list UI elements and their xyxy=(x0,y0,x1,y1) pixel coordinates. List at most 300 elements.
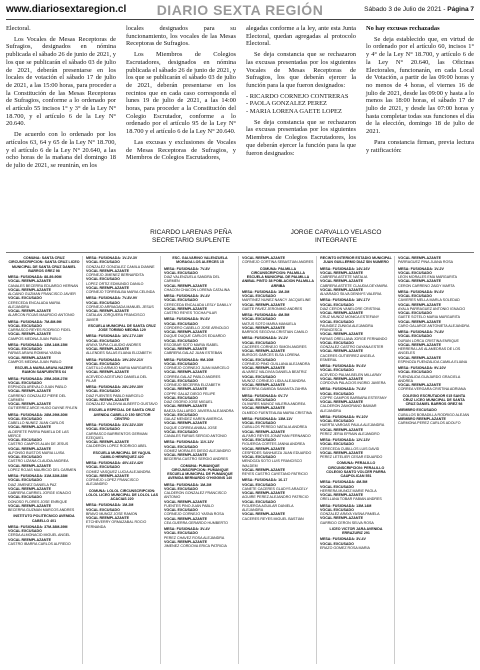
location-heading xyxy=(242,267,314,288)
person-name: CARMONA PEREZ CARLOS ADOLFO xyxy=(398,421,461,425)
person-name: BARRIOS SEGOVIA CRISTIAN CAMILO xyxy=(242,330,308,334)
role-label: VOCAL EXCUSADO xyxy=(164,361,198,366)
role-label: VOCAL EXCUSADO xyxy=(164,321,198,326)
location-heading xyxy=(320,461,392,478)
person-name: GUTIERREZ ARCE HUGO DAYNE RYLEN xyxy=(8,406,78,411)
person-name: GALAZ MENDEZ KAREN AMERICA xyxy=(164,417,223,421)
role-label: VOCAL REEMPLAZANTE xyxy=(320,349,364,354)
role-label: VOCAL EXCUSADO xyxy=(86,260,120,265)
role-label: VOCAL REEMPLAZANTE xyxy=(8,389,52,394)
paragraph: Electoral. xyxy=(6,25,31,32)
person-name: ALFARO REYES JONATHAN FERNANDO xyxy=(242,433,311,438)
mesa-block xyxy=(320,267,392,297)
role-label: VOCAL REEMPLAZANTE xyxy=(8,486,52,491)
role-label: VOCAL EXCUSADO xyxy=(242,340,276,345)
person-name: ESPINOZA FUENZALIDA CAMILA ELIANA xyxy=(398,359,468,364)
person-name: CORDOVA PALACIOS INGRID JAVIERA xyxy=(320,381,386,385)
role-label: VOCAL REEMPLAZANTE xyxy=(86,268,130,273)
signature-role: INTEGRANTE xyxy=(315,237,357,244)
mesa-title: MESA: FUSIONADA: 3V-4V xyxy=(164,527,210,531)
role-label: VOCAL REEMPLAZANTE xyxy=(242,302,286,307)
role-label: VOCAL EXCUSADO xyxy=(8,323,42,328)
person-name: ALARCON ROJAS MAURICIO ANTONIO xyxy=(8,313,75,318)
role-label: VOCAL REEMPLAZANTE xyxy=(320,400,364,404)
role-label: VOCAL REEMPLAZANTE xyxy=(320,450,364,455)
role-label: VOCAL REEMPLAZANTE xyxy=(8,287,52,292)
role-label: VOCAL EXCUSADO xyxy=(320,319,354,324)
mesa-block xyxy=(86,503,158,529)
mesa-block xyxy=(8,377,80,411)
role-label: VOCAL EXCUSADO xyxy=(164,338,198,343)
role-label: VOCAL REEMPLAZANTE xyxy=(320,279,364,284)
role-label: VOCAL EXCUSADO xyxy=(8,296,42,301)
person-name: REYES CASTRO CAYETANO PATRICIO xyxy=(242,472,308,476)
role-label: VOCAL EXCUSADO xyxy=(86,277,120,282)
paragraph: No hay excusas rechazadas xyxy=(366,25,440,32)
mesa-title: MESA: FUSIONADA: 14V-16V xyxy=(320,266,370,271)
mesa-title: MESA: FUSIONADA: 25M-26M-27M xyxy=(8,376,68,381)
role-label: VOCAL REEMPLAZANTE xyxy=(164,499,208,504)
person-name: CARO GALARCE ANTONIETA ALEJANDRA xyxy=(398,323,470,328)
person-name: ESPINOZA AREVALO JUAN PABLO xyxy=(8,385,67,389)
mesa-title: MESA: FUSIONADA: 4M-5M xyxy=(242,313,290,317)
mesa-block xyxy=(86,461,158,487)
mesa-title: MESA: FUSIONADA: 13M-14M xyxy=(320,503,372,508)
person-name: CABRERA ASTETE CLAUDIA DEYANIRA xyxy=(320,283,388,288)
person-name: GOMEZ MORALES DIEGO ALEJANDRO xyxy=(164,448,231,453)
mesa-title: MESA: FUSIONADA: 1M-2M xyxy=(242,289,290,294)
role-label: VOCAL REEMPLAZANTE xyxy=(242,383,286,387)
role-label: VOCAL EXCUSADO xyxy=(8,380,42,385)
mesa-title: MESA: FUSIONADA: 1M-2M xyxy=(86,503,134,508)
mesa-block xyxy=(8,474,80,512)
role-label: VOCAL REEMPLAZANTE xyxy=(8,463,52,468)
role-label: VOCAL REEMPLAZANTE xyxy=(164,283,208,288)
person-name: CABRERA CARRIEL JORGE IGNACIO xyxy=(8,491,72,495)
role-label: VOCAL REEMPLAZANTE xyxy=(398,383,442,387)
person-name: FIGUEROA CORTES JANNA ANDREA xyxy=(242,442,305,447)
person-name: CERECEDA ENCALADA LESLY DANILLY xyxy=(164,302,232,307)
mesa-title: MESA: FUSIONADA: 11V-12V xyxy=(164,440,214,445)
role-label: VOCAL REEMPLAZANTE xyxy=(242,446,286,451)
person-name: DIAZ JIMENEZ DANIELA PAZ xyxy=(8,482,57,487)
vocales-listing xyxy=(6,252,474,667)
role-label: VOCAL REEMPLAZANTE xyxy=(320,311,364,315)
location-title: ESC. GALVARINO VALENZUELA MORAGA LOS ALERCES 15 xyxy=(172,256,228,265)
mesa-block xyxy=(8,343,80,364)
role-label: VOCAL EXCUSADO xyxy=(8,478,42,483)
text-column-2 xyxy=(126,25,236,165)
person-name: FUENZALIDA GUAJARDO GRACIELA ANDREA xyxy=(398,374,461,383)
role-label: VOCAL REEMPLAZANTE xyxy=(164,387,208,392)
mesa-block xyxy=(320,298,392,362)
signature-secretary xyxy=(116,229,266,245)
role-label: VOCAL EXCUSADO xyxy=(86,507,120,512)
listing-column xyxy=(398,256,470,427)
mesa-block xyxy=(164,527,236,548)
role-label: VOCAL REEMPLAZANTE xyxy=(164,404,208,409)
role-label: VOCAL EXCUSADO xyxy=(164,298,198,303)
person-name: MARTINEZ NUNEZ NANCY JACQUELINE xyxy=(242,298,311,303)
role-label: VOCAL EXCUSADO xyxy=(320,419,354,423)
mesa-block xyxy=(242,478,314,521)
person-name: AGUIRE PEREZ ALEJANDRO PATRICIO xyxy=(242,495,309,500)
role-label: VOCAL REEMPLAZANTE xyxy=(164,516,208,521)
person-name: CASTILLO ARMIJO MARIA MARGARITA xyxy=(86,366,153,370)
mesa-block xyxy=(242,394,314,415)
mesa-title: MESA: FUSIONADA: 16-17 xyxy=(242,478,288,483)
text-column-4 xyxy=(366,25,474,157)
person-name: HUERTA VARGAS PAULA ALEJANDRA xyxy=(320,423,385,428)
column-divider xyxy=(82,256,83,664)
location-heading xyxy=(86,324,158,333)
mesa-title: MESA: FUSIONADA: 88-89-90M xyxy=(8,275,62,279)
signature-role: SECRETARIO SUPLENTE xyxy=(152,237,230,244)
person-name: LOPEZ ORTIZ EDMUNDO DANILO xyxy=(86,281,144,286)
person-name: ORELLANA TOBAR FABIAN ANDRES xyxy=(320,497,382,502)
person-name: COPPE CAMPOS BARBARA ESTEFANY xyxy=(320,395,387,400)
role-label: VOCAL EXCUSADO xyxy=(242,374,276,379)
location-title: ESCUELA MUNICIPAL DE SANTA CRUZ JOSE TORIBIO MEDINA 129 xyxy=(88,323,156,332)
role-label: VOCAL REEMPLAZANTE xyxy=(398,279,442,284)
person-name: CHACON CHACON LORENA CATALINA xyxy=(164,287,230,292)
mesa-title: MESA: FUSIONADA: 5V-6V xyxy=(398,289,444,294)
person-name: OLMEDO FUENTEALBA MARIA CRISTINA xyxy=(242,410,312,415)
role-label: VOCAL REEMPLAZANTE xyxy=(320,427,364,432)
person-name: BRAVO MUNOZ JOSE RAMON xyxy=(86,511,138,516)
mesa-title: MESA: FUSIONADA: 7V-8V xyxy=(164,266,210,271)
person-name: CAMPOS MEDINA JUAN PABLO xyxy=(8,336,62,341)
role-label: VOCAL REEMPLAZANTE xyxy=(8,503,52,508)
column-divider xyxy=(316,256,317,664)
mesa-title: MESA: FUSIONADA: 3V-4V xyxy=(320,537,366,542)
signature-name: JORGE CARVALLO VELASCO xyxy=(290,229,382,236)
mesa-title: MESA: FUSIONADA: 9V-10V xyxy=(320,414,368,419)
person-name: DIAZ OSORIO JOSE MIGUEL xyxy=(164,400,213,404)
role-label: VOCAL EXCUSADO xyxy=(86,338,120,343)
person-name: CACERES CORNEJO SIMON ANDRES xyxy=(242,344,307,349)
person-name: CABRERA GALAZ JUAN ESTEBAN xyxy=(164,351,223,356)
mesa-title: MESA: FUSIONADA: 28V-29V-30V xyxy=(86,385,144,389)
signature-block xyxy=(6,229,474,249)
role-label: VOCAL REEMPLAZANTE xyxy=(320,516,364,521)
role-label: VOCAL EXCUSADO xyxy=(242,499,276,504)
mesa-title: MESA: FUSIONADA: 28M-29M-30M xyxy=(8,412,68,417)
person-name: CERDA ALMONACID MIGUEL ANGEL xyxy=(8,533,71,538)
mesa-block xyxy=(164,294,236,315)
paragraph: Se deja establecido que, en virtud de lo ordenado por el artículo 60, incisos 1° y 4° de la Ley N° 18.700, y artículo 6 de la Ley N° 20.640, las Oficinas Electorales, funcionarán, en cada Local de Votación, a partir de las 09:00 horas y no menos de 4 horas, el viernes 16 de julio de 2021, desde las 09:00 y hasta a lo menos las 18:00 horas, el sábado 17 de julio de 2021, y desde las 07:00 horas y hasta completar todas sus funciones el día de la elección, domingo 18 de julio de 2021. xyxy=(366,35,474,136)
role-label: VOCAL REEMPLAZANTE xyxy=(164,370,208,375)
person-name: CARRASCO REYES RODRIGO FIDEL xyxy=(8,328,71,332)
role-label: VOCAL REEMPLAZANTE xyxy=(164,330,208,334)
mesa-block xyxy=(242,290,314,311)
person-name: CASTRO REYES TOCHA PILAR xyxy=(164,311,217,315)
location-heading xyxy=(320,527,392,536)
role-label: VOCAL EXCUSADO xyxy=(320,541,354,546)
person-name: BAEZA GALLARDO JAVIERA ALEJANDRA xyxy=(164,408,234,413)
role-label: VOCAL EXCUSADO xyxy=(242,317,276,322)
person-name: GOMEZ VASQUEZ LUCIA ALEJANDRA xyxy=(86,469,151,474)
text-column-1 xyxy=(6,25,116,173)
person-name: BECERRA GAMBOA SAMANTA ZAHRA xyxy=(242,387,307,392)
location-title: ESCUELA MUNICIPAL DE YAQUIL CAMILO HENRIQUEZ 420 xyxy=(93,450,151,459)
role-label: VOCAL REEMPLAZANTE xyxy=(86,397,130,402)
site-url[interactable]: www.diariosextaregion.cl xyxy=(6,4,127,15)
role-label: VOCAL EXCUSADO xyxy=(8,495,42,500)
person-name: CORNEJO CORNEJO JUAN MARCELO xyxy=(164,366,230,370)
mesa-title: MESA: FUSIONADA: 7V-8V xyxy=(398,330,444,334)
role-label: VOCAL EXCUSADO xyxy=(398,334,432,339)
role-label: VOCAL EXCUSADO xyxy=(164,486,198,491)
page-number: Página 7 xyxy=(447,6,474,13)
person-name: CALDERON ZAMORANO BAIMAR ALEJANDRA xyxy=(320,404,377,413)
role-label: VOCAL REEMPLAZANTE xyxy=(8,425,52,430)
role-label: VOCAL REEMPLAZANTE xyxy=(398,355,442,360)
person-name: GAETE PAVEZ JERONIMO ANDRES xyxy=(242,306,303,311)
page-header xyxy=(6,3,474,20)
listing-column xyxy=(8,256,80,548)
person-name: DONOSO FLORES JOSE ENRIQUE xyxy=(8,499,68,504)
mesa-title: MESA: FUSIONADA: 1V-2V xyxy=(242,336,288,341)
mesa-title: MESA: FUSIONADA: 18V-17V xyxy=(320,298,370,303)
person-name: ERAZO GOMEZ ROSA MARIA xyxy=(320,545,370,550)
mesa-block xyxy=(320,438,392,459)
mesa-block xyxy=(320,504,392,525)
role-label: VOCAL REEMPLAZANTE xyxy=(164,347,208,351)
person-name: COPPE GALAZ DIEGO FELIPE xyxy=(164,391,216,396)
role-label: VOCAL REEMPLAZANTE xyxy=(320,332,364,337)
person-name: CUBILLOS BOBADILLA RODRIGO ALEJAN xyxy=(398,412,470,417)
role-label: VOCAL EXCUSADO xyxy=(86,427,120,432)
person-name: CUBILLOS PEREDO NATALIA ANDREA xyxy=(242,425,307,430)
mesa-title: MESA: FUSIONADA: 40V-41V-42V xyxy=(86,461,144,465)
role-label: MIEMBRO REEMPLAZANTE xyxy=(398,416,446,421)
role-label: VOCAL EXCUSADO xyxy=(320,302,354,307)
person-name: GONZALEZ ARAYA YASNA PAMELA xyxy=(320,512,380,516)
role-label: VOCAL EXCUSADO xyxy=(164,378,198,383)
role-label: VOCAL EXCUSADO xyxy=(398,370,432,375)
role-label: VOCAL EXCUSADO xyxy=(164,270,198,275)
person-name: HERRERA LAS ALAMEDRAS DE LOS ANGELES xyxy=(398,347,461,356)
person-name: CRUZ MUNOZ MONICA ESTEFANY xyxy=(320,315,380,320)
role-label: VOCAL REEMPLAZANTE xyxy=(320,270,364,275)
mesa-block xyxy=(398,267,470,288)
person-name: ALLENDES SALAS ELIANA ELIZABETH xyxy=(86,351,152,356)
person-name: CABELLO NUNEZ JUAN CARLOS xyxy=(8,421,65,425)
mesa-block xyxy=(8,525,80,546)
role-label: VOCAL EXCUSADO xyxy=(8,529,42,533)
person-name: CERECEDA ENCALADA MARIA ALEJANDRA xyxy=(8,300,61,309)
person-name: CAMPOS MEDINA JUAN PABLO xyxy=(8,359,62,364)
location-title: COMUNA: PERALILLO CIRCUNSCRIPCION: PERALILLO COLEGIO SANTO VOLCER PARRA CAUPOLICAN 551 xyxy=(326,461,386,478)
mesa-title: MESA: FUSIONADA: 37M-38M-39M xyxy=(8,524,68,529)
role-label: VOCAL EXCUSADO xyxy=(320,340,354,345)
role-label: VOCAL REEMPLAZANTE xyxy=(164,421,208,426)
role-label: VOCAL REEMPLAZANTE xyxy=(320,287,364,292)
mesa-block xyxy=(164,483,236,526)
location-title: ESCUELA MARIA ARAYA NAZERE RAMON SANFUENTES 64 xyxy=(14,366,74,375)
person-name: FARIAS ORELLANA JORGE FERNANDO xyxy=(320,336,388,341)
person-name: CARRENO GONZALEZ PIERE DEL CARMEN xyxy=(8,393,66,402)
person-name: ACEVEDO PALMA BELEN MILLARAY xyxy=(320,372,382,377)
role-label: VOCAL REEMPLAZANTE xyxy=(320,376,364,381)
mesa-block xyxy=(320,480,392,501)
person-name: ALVAREZ VALDIVIA DANIELA BEATRIZ xyxy=(242,370,307,375)
role-label: VOCAL EXCUSADO xyxy=(8,416,42,421)
person-name: MENDOZA SOTO LUIS FRANCISCO WALDEM xyxy=(242,459,303,468)
mesa-block xyxy=(86,256,158,294)
role-label: VOCAL REEMPLAZANTE xyxy=(242,366,286,370)
mesa-title: MESA: FUSIONADA: 5V-6V xyxy=(320,364,366,368)
role-label: VOCAL REEMPLAZANTE xyxy=(242,429,286,434)
mesa-block xyxy=(86,296,158,322)
person-name: GONZALEZ CASTRO DAYANA ESTER xyxy=(320,345,384,349)
person-name: CORREA VERGARA CRISTINA ADRIANA xyxy=(398,387,466,392)
mesa-title: MESA: FUSIONADA: 3V-4V xyxy=(164,294,210,298)
role-label: VOCAL EXCUSADO xyxy=(398,294,432,298)
person-name: CORDERO CABELLO JOSE ARNOLDO xyxy=(164,325,229,330)
mesa-block xyxy=(242,256,314,265)
mesa-title: MESA: FUSIONADA: 19V-20V-21V xyxy=(86,357,144,362)
person-name: GAETE SOTELO MARIA MARGARITA xyxy=(398,315,461,320)
mesa-title: MESA: FUSIONADA: 31M-32M-33M xyxy=(8,474,68,478)
role-label: VOCAL EXCUSADO xyxy=(164,395,198,400)
role-label: VOCAL EXCUSADO xyxy=(242,397,276,402)
location-title: INSTITUTO POLITECNICO AVENIDA CABELLO 401 xyxy=(13,514,75,523)
location-heading xyxy=(8,256,80,273)
mesa-block xyxy=(398,330,470,364)
person-name: ALCAINO GUZMAN FRANCISCO JAVIER xyxy=(8,292,76,296)
mesa-title: VOCAL REEMPLAZANTE xyxy=(242,256,286,260)
role-label: VOCAL EXCUSADO xyxy=(398,270,432,275)
location-title: COMUNA: LOLOL CIRCUNSCRIPCION: LOLOL LICEO MUNICIPAL DE LOLOL LAS ACACIAS 220 xyxy=(86,488,159,501)
role-label: VOCAL EXCUSADO xyxy=(320,442,354,447)
role-label: VOCAL REEMPLAZANTE xyxy=(398,302,442,307)
role-label: VOCAL EXCUSADO xyxy=(242,438,276,442)
person-name: CASTRO IBARRA CARLOS ALFREDO xyxy=(8,541,71,546)
mesa-block xyxy=(8,320,80,341)
person-name: DURAN LORCA CRISTINA ENRIQUE xyxy=(398,338,459,343)
role-label: VOCAL REEMPLAZANTE xyxy=(164,453,208,457)
person-name: PEREZ LETELIER CESAR EDUARDO xyxy=(320,455,383,459)
paragraph: - RICARDO CORNEJO CONTRERAS - PAOLA GONZALEZ PEREZ - MARIA LORENA GAETE LOPEZ xyxy=(246,92,349,116)
paragraph: De acuerdo con lo ordenado por los artículos 63, 64 y 65 de la Ley N° 18.700, y el artículo 6 de la Ley N° 20.640, a las ocho horas de la mañana del domingo 18 de julio de 2021, se reunirán, en los xyxy=(6,131,116,169)
location-title: LICEO VICTOR JARA AVENIDA ERRAZURIZ 291 xyxy=(329,526,383,535)
mesa-title: MESA: FUSIONADA: 9M-10M xyxy=(164,357,214,362)
location-heading xyxy=(86,451,158,460)
location-heading xyxy=(8,514,80,523)
person-name: DIAZ VALENZUELA SANDRA DEL CARMEN xyxy=(164,275,220,284)
mesa-title: VOCAL REEMPLAZANTE xyxy=(398,256,442,260)
mesa-title: MESA: FUSIONADA: 1M-2M xyxy=(164,482,212,487)
role-label: VOCAL REEMPLAZANTE xyxy=(8,446,52,451)
person-name: LEON MORALES EMA MARGARITA xyxy=(398,275,458,279)
mesa-block xyxy=(86,358,158,384)
person-name: CERECEDA CUBILLOS LUIS DAVID xyxy=(320,446,380,451)
person-name: ESCOBAR SOTO MARIA ISABEL xyxy=(164,342,219,347)
mesa-block xyxy=(86,385,158,406)
paragraph: Se deja constancia que se rechazaron las excusas presentadas por los siguientes Miembros de Colegios Escrutadores, los que deberán ejercer la función para la que fueron designados: xyxy=(246,118,356,157)
person-name: CARRASCO BARRIENTOS GERMAN EZEQUIEL xyxy=(86,431,148,440)
mesa-block xyxy=(242,336,314,391)
mesa-block xyxy=(86,334,158,355)
person-name: PEREZ CHAVEZ ROSA ALEJANDRA xyxy=(164,535,225,540)
person-name: ACEVEDO ACEITUNO DANIELA DEL PILAR xyxy=(86,374,147,383)
person-name: CACERES GUTIERREZ ANGELA ESMERAL xyxy=(320,353,375,362)
person-name: DUQUE CORREA ANIBAL JOSE xyxy=(164,425,217,430)
signature-integrante xyxy=(256,229,416,245)
listing-column xyxy=(242,256,314,523)
location-heading xyxy=(164,256,236,265)
person-name: CABRERA ASTETE NATALIA xyxy=(320,275,368,279)
mesa-title: MESA: FUSIONADA: 1V-2V-3V xyxy=(86,256,138,260)
paragraph: Para constancia firman, previa lectura y ratificación: xyxy=(366,138,474,154)
person-name: OLIVARES MUNOZ VALERIA ANDREA xyxy=(242,402,306,406)
listing-column xyxy=(86,256,158,531)
person-name: CESPEDES SANHUEZA JUAN EDUARDO xyxy=(242,450,312,455)
mesa-block xyxy=(86,423,158,449)
mesa-title: MESA: FUSIONADA: 7M-8M-9M xyxy=(8,319,62,324)
mesa-block xyxy=(320,415,392,436)
location-title: COMUNA: SANTA CRUZ CIRCUNSCRIPCION: SANTA CRUZ LICEO MUNICIPAL DE SANTA CRUZ DANIEL BARROS GREZ 98 xyxy=(8,256,80,273)
person-name: FIGUEROA AGUILAR DANIELA ALEJANDRA xyxy=(242,503,294,512)
person-name: CAVIERES MELLA MARLA SOLEDAD xyxy=(398,298,460,303)
role-label: VOCAL EXCUSADO xyxy=(8,347,42,351)
location-title: COMUNA: PALMILLA CIRCUNSCRIPCION: PALMILLA ESCUELA MUNICIPAL DE PALMILLA ANIBAL PINTO 38 POBLACION PALMILLA ARRIBA xyxy=(242,266,314,288)
role-label: VOCAL REEMPLAZANTE xyxy=(164,306,208,311)
role-label: VOCAL EXCUSADO xyxy=(86,300,120,305)
role-label: VOCAL REEMPLAZANTE xyxy=(86,347,130,351)
person-name: DUQUE DUQUE CARLOS EDUARDO xyxy=(164,334,226,339)
article-body xyxy=(6,25,474,225)
role-label: VOCAL EXCUSADO xyxy=(164,412,198,417)
location-heading xyxy=(8,366,80,375)
role-label: VOCAL EXCUSADO xyxy=(8,455,42,459)
role-label: VOCAL EXCUSADO xyxy=(320,507,354,512)
listing-column xyxy=(320,256,392,552)
signature-name: RICARDO LARENAS PEÑA xyxy=(150,229,232,236)
person-name: ALDERETE PARRA PAMELA DE LAS MERCE xyxy=(8,429,69,438)
person-name: CORNEJO CORTINA SEBASTIAN ANDRES xyxy=(242,260,314,265)
location-title: RECINTO INTERIOR ESTADIO MUNICIPAL JUAN GUILLERMO DIAZ SIN NUMERO xyxy=(320,256,392,265)
mesa-title: MIEMBRO EXCUSADO xyxy=(398,408,437,413)
text-column-3 xyxy=(246,25,356,160)
person-name: FAUNDEZ ZUNIGA ALEJANDRA FRANCESCA xyxy=(320,323,373,332)
mesa-title: MESA: FUSIONADA: 9V-10V xyxy=(398,366,446,370)
mesa-title: MESA: FUSIONADA: 6V-7V xyxy=(242,393,288,398)
person-name: BECERRA GUZMAN MARCOS ANDRES xyxy=(8,508,75,512)
location-heading xyxy=(86,408,158,421)
location-title: ESCUELA ESPECIAL DE SANTA CRUZ AVENIDA CABELLO 150 SECTOR CENTRO xyxy=(89,408,155,421)
person-name: CASTRO CAMPOS ALAN DE JESUS xyxy=(8,442,69,447)
mesa-block xyxy=(164,267,236,293)
paragraph: alegadas conforme a la ley, ante esta Junta Electoral, quedan agregadas al protocolo Electoral. xyxy=(246,25,356,48)
masthead: DIARIO SEXTA REGIÓN xyxy=(156,2,324,18)
mesa-title: MESA: FUSIONADA: 31V-32V-33V xyxy=(86,423,144,427)
role-label: VOCAL EXCUSADO xyxy=(86,389,120,394)
column-divider xyxy=(394,256,395,664)
person-name: CANALES FARIAS SERGIO ANTONIO xyxy=(164,434,227,438)
mesa-block xyxy=(398,366,470,392)
role-label: VOCAL REEMPLAZANTE xyxy=(398,342,442,347)
person-name: FARIAS ARAYA ROMINA YASNA xyxy=(8,351,62,356)
person-name: CORNEJO JIMENEZ BERNARDITA xyxy=(86,273,144,277)
location-heading xyxy=(86,489,158,502)
paragraph: Las excusas y exclusiones de Vocales de Mesas Receptoras de Sufragios, y Miembros de Colegios Escrutadores, xyxy=(126,138,236,162)
role-label: VOCAL EXCUSADO xyxy=(242,482,276,487)
person-name: FUENTES PINO JUAN PABLO xyxy=(164,503,214,508)
person-name: JIMENEZ CORDOVA ERICA PATRICIA xyxy=(164,544,227,548)
